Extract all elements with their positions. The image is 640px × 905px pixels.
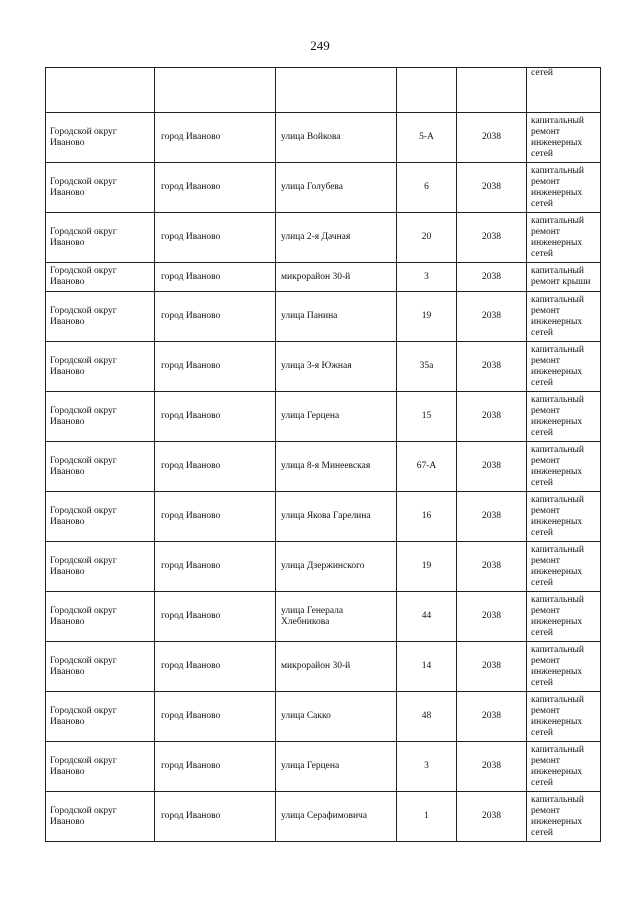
table-row bbox=[46, 392, 601, 442]
page-number: 249 bbox=[310, 38, 330, 53]
table-row bbox=[46, 692, 601, 742]
cell-city: город Иваново bbox=[155, 692, 276, 742]
cell-street: улица Войкова bbox=[276, 113, 397, 163]
cell-house: 3 bbox=[397, 263, 457, 292]
cell-house: 19 bbox=[397, 292, 457, 342]
cell-year: 2038 bbox=[457, 163, 527, 213]
cell-city: город Иваново bbox=[155, 213, 276, 263]
cell-street: микрорайон 30-й bbox=[276, 263, 397, 292]
table-row bbox=[46, 742, 601, 792]
cell-year: 2038 bbox=[457, 692, 527, 742]
table-row bbox=[46, 542, 601, 592]
register-table bbox=[45, 67, 601, 842]
cell-street bbox=[276, 68, 397, 113]
cell-work: капитальный ремонт инженерных сетей bbox=[527, 392, 601, 442]
cell-district: Городской округ Иваново bbox=[46, 792, 155, 842]
cell-house bbox=[397, 68, 457, 113]
cell-city: город Иваново bbox=[155, 742, 276, 792]
cell-district: Городской округ Иваново bbox=[46, 263, 155, 292]
cell-street: улица Голубева bbox=[276, 163, 397, 213]
cell-district bbox=[46, 68, 155, 113]
cell-street: улица 3-я Южная bbox=[276, 342, 397, 392]
cell-district: Городской округ Иваново bbox=[46, 292, 155, 342]
cell-house: 44 bbox=[397, 592, 457, 642]
cell-district: Городской округ Иваново bbox=[46, 113, 155, 163]
cell-city bbox=[155, 68, 276, 113]
table-row bbox=[46, 163, 601, 213]
table-row bbox=[46, 263, 601, 292]
cell-work: капитальный ремонт инженерных сетей bbox=[527, 113, 601, 163]
cell-street: улица Якова Гарелина bbox=[276, 492, 397, 542]
cell-street: улица Сакко bbox=[276, 692, 397, 742]
cell-street: улица 2-я Дачная bbox=[276, 213, 397, 263]
cell-year: 2038 bbox=[457, 392, 527, 442]
table-row bbox=[46, 492, 601, 542]
cell-work: капитальный ремонт инженерных сетей bbox=[527, 542, 601, 592]
cell-district: Городской округ Иваново bbox=[46, 642, 155, 692]
cell-city: город Иваново bbox=[155, 342, 276, 392]
cell-district: Городской округ Иваново bbox=[46, 392, 155, 442]
cell-city: город Иваново bbox=[155, 113, 276, 163]
cell-work: капитальный ремонт инженерных сетей bbox=[527, 642, 601, 692]
cell-district: Городской округ Иваново bbox=[46, 442, 155, 492]
table-row bbox=[46, 792, 601, 842]
cell-year: 2038 bbox=[457, 213, 527, 263]
cell-year: 2038 bbox=[457, 542, 527, 592]
cell-street: улица Дзержинского bbox=[276, 542, 397, 592]
cell-city: город Иваново bbox=[155, 292, 276, 342]
cell-house: 16 bbox=[397, 492, 457, 542]
cell-street: микрорайон 30-й bbox=[276, 642, 397, 692]
cell-street: улица Панина bbox=[276, 292, 397, 342]
cell-work: капитальный ремонт инженерных сетей bbox=[527, 492, 601, 542]
cell-work: капитальный ремонт инженерных сетей bbox=[527, 342, 601, 392]
cell-house: 6 bbox=[397, 163, 457, 213]
table-row bbox=[46, 342, 601, 392]
cell-house: 67-А bbox=[397, 442, 457, 492]
cell-district: Городской округ Иваново bbox=[46, 692, 155, 742]
cell-city: город Иваново bbox=[155, 542, 276, 592]
cell-house: 14 bbox=[397, 642, 457, 692]
table-row bbox=[46, 213, 601, 263]
cell-house: 15 bbox=[397, 392, 457, 442]
cell-year: 2038 bbox=[457, 792, 527, 842]
cell-city: город Иваново bbox=[155, 492, 276, 542]
cell-street: улица Герцена bbox=[276, 742, 397, 792]
cell-work: капитальный ремонт инженерных сетей bbox=[527, 292, 601, 342]
cell-house: 48 bbox=[397, 692, 457, 742]
cell-year: 2038 bbox=[457, 742, 527, 792]
cell-street: улица Генерала Хлебникова bbox=[276, 592, 397, 642]
cell-year: 2038 bbox=[457, 492, 527, 542]
cell-year: 2038 bbox=[457, 342, 527, 392]
cell-city: город Иваново bbox=[155, 163, 276, 213]
cell-work: капитальный ремонт крыши bbox=[527, 263, 601, 292]
cell-city: город Иваново bbox=[155, 263, 276, 292]
cell-year: 2038 bbox=[457, 113, 527, 163]
cell-work: капитальный ремонт инженерных сетей bbox=[527, 442, 601, 492]
table-row bbox=[46, 113, 601, 163]
cell-city: город Иваново bbox=[155, 592, 276, 642]
cell-year: 2038 bbox=[457, 263, 527, 292]
cell-year: 2038 bbox=[457, 592, 527, 642]
table-row bbox=[46, 442, 601, 492]
cell-district: Городской округ Иваново bbox=[46, 213, 155, 263]
cell-year: 2038 bbox=[457, 292, 527, 342]
table-row bbox=[46, 592, 601, 642]
cell-work: капитальный ремонт инженерных сетей bbox=[527, 792, 601, 842]
cell-district: Городской округ Иваново bbox=[46, 492, 155, 542]
cell-district: Городской округ Иваново bbox=[46, 742, 155, 792]
cell-house: 35а bbox=[397, 342, 457, 392]
table-row bbox=[46, 292, 601, 342]
cell-work: капитальный ремонт инженерных сетей bbox=[527, 592, 601, 642]
cell-house: 5-А bbox=[397, 113, 457, 163]
cell-city: город Иваново bbox=[155, 642, 276, 692]
cell-year: 2038 bbox=[457, 642, 527, 692]
cell-city: город Иваново bbox=[155, 792, 276, 842]
cell-district: Городской округ Иваново bbox=[46, 592, 155, 642]
cell-street: улица Герцена bbox=[276, 392, 397, 442]
cell-district: Городской округ Иваново bbox=[46, 163, 155, 213]
cell-year: 2038 bbox=[457, 442, 527, 492]
cell-district: Городской округ Иваново bbox=[46, 342, 155, 392]
cell-street: улица 8-я Минеевская bbox=[276, 442, 397, 492]
table-row bbox=[46, 642, 601, 692]
cell-district: Городской округ Иваново bbox=[46, 542, 155, 592]
cell-work: капитальный ремонт инженерных сетей bbox=[527, 163, 601, 213]
cell-work: сетей bbox=[527, 68, 601, 113]
cell-work: капитальный ремонт инженерных сетей bbox=[527, 213, 601, 263]
cell-city: город Иваново bbox=[155, 442, 276, 492]
cell-city: город Иваново bbox=[155, 392, 276, 442]
cell-work: капитальный ремонт инженерных сетей bbox=[527, 692, 601, 742]
cell-house: 3 bbox=[397, 742, 457, 792]
cell-house: 1 bbox=[397, 792, 457, 842]
cell-street: улица Серафимовича bbox=[276, 792, 397, 842]
cell-work: капитальный ремонт инженерных сетей bbox=[527, 742, 601, 792]
cell-house: 20 bbox=[397, 213, 457, 263]
table-row-continuation bbox=[46, 68, 601, 113]
cell-house: 19 bbox=[397, 542, 457, 592]
cell-year bbox=[457, 68, 527, 113]
